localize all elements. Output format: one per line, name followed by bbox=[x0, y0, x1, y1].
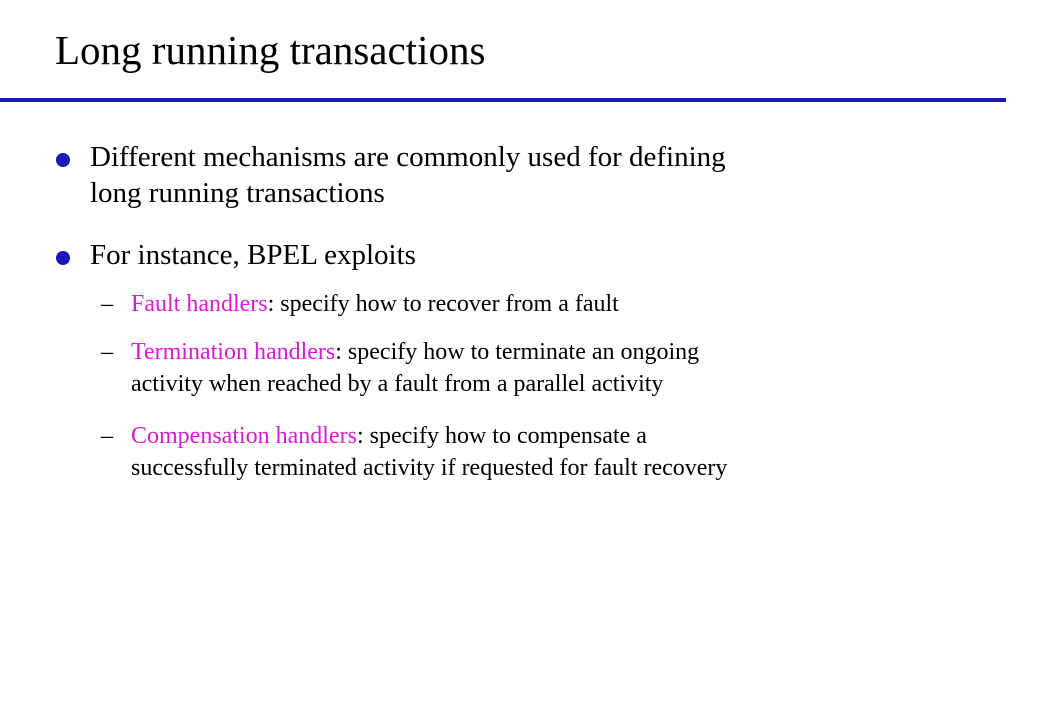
sub-bullet-description: : specify how to compensate a bbox=[356, 423, 647, 449]
term-highlight: Termination handlers bbox=[131, 339, 336, 365]
sub-bullet-description: : specify how to terminate an ongoing bbox=[335, 339, 700, 365]
term-highlight: Compensation handlers bbox=[131, 423, 357, 449]
sub-bullet-item bbox=[101, 288, 1011, 320]
bullet-dot-icon bbox=[56, 153, 70, 167]
sub-bullet-dash: – bbox=[101, 291, 113, 317]
sub-bullet-item bbox=[101, 420, 1011, 484]
sub-bullet-text-line bbox=[131, 336, 1011, 368]
sub-bullet-item bbox=[101, 336, 1011, 400]
term-highlight: Fault handlers bbox=[131, 291, 268, 317]
sub-bullet-text-line bbox=[131, 288, 1011, 320]
sub-bullet-text-line bbox=[131, 420, 1011, 452]
sub-bullet-dash: – bbox=[101, 339, 113, 365]
title-underline bbox=[0, 98, 1006, 102]
bullet-dot-icon bbox=[56, 251, 70, 265]
sub-bullet-description: : specify how to recover from a fault bbox=[267, 291, 619, 317]
bullet-text-line: long running transactions bbox=[90, 177, 385, 209]
sub-bullet-dash: – bbox=[101, 423, 113, 449]
sub-bullet-text-line: successfully terminated activity if requested for fault recovery bbox=[131, 455, 728, 481]
bullet-text-line: For instance, BPEL exploits bbox=[90, 239, 416, 271]
sub-bullet-text-line: activity when reached by a fault from a parallel activity bbox=[131, 371, 664, 397]
bullet-item bbox=[90, 237, 990, 273]
bullet-item bbox=[90, 139, 990, 211]
bullet-text-line: Different mechanisms are commonly used for defining bbox=[90, 141, 726, 173]
slide-title: Long running transactions bbox=[55, 27, 486, 73]
